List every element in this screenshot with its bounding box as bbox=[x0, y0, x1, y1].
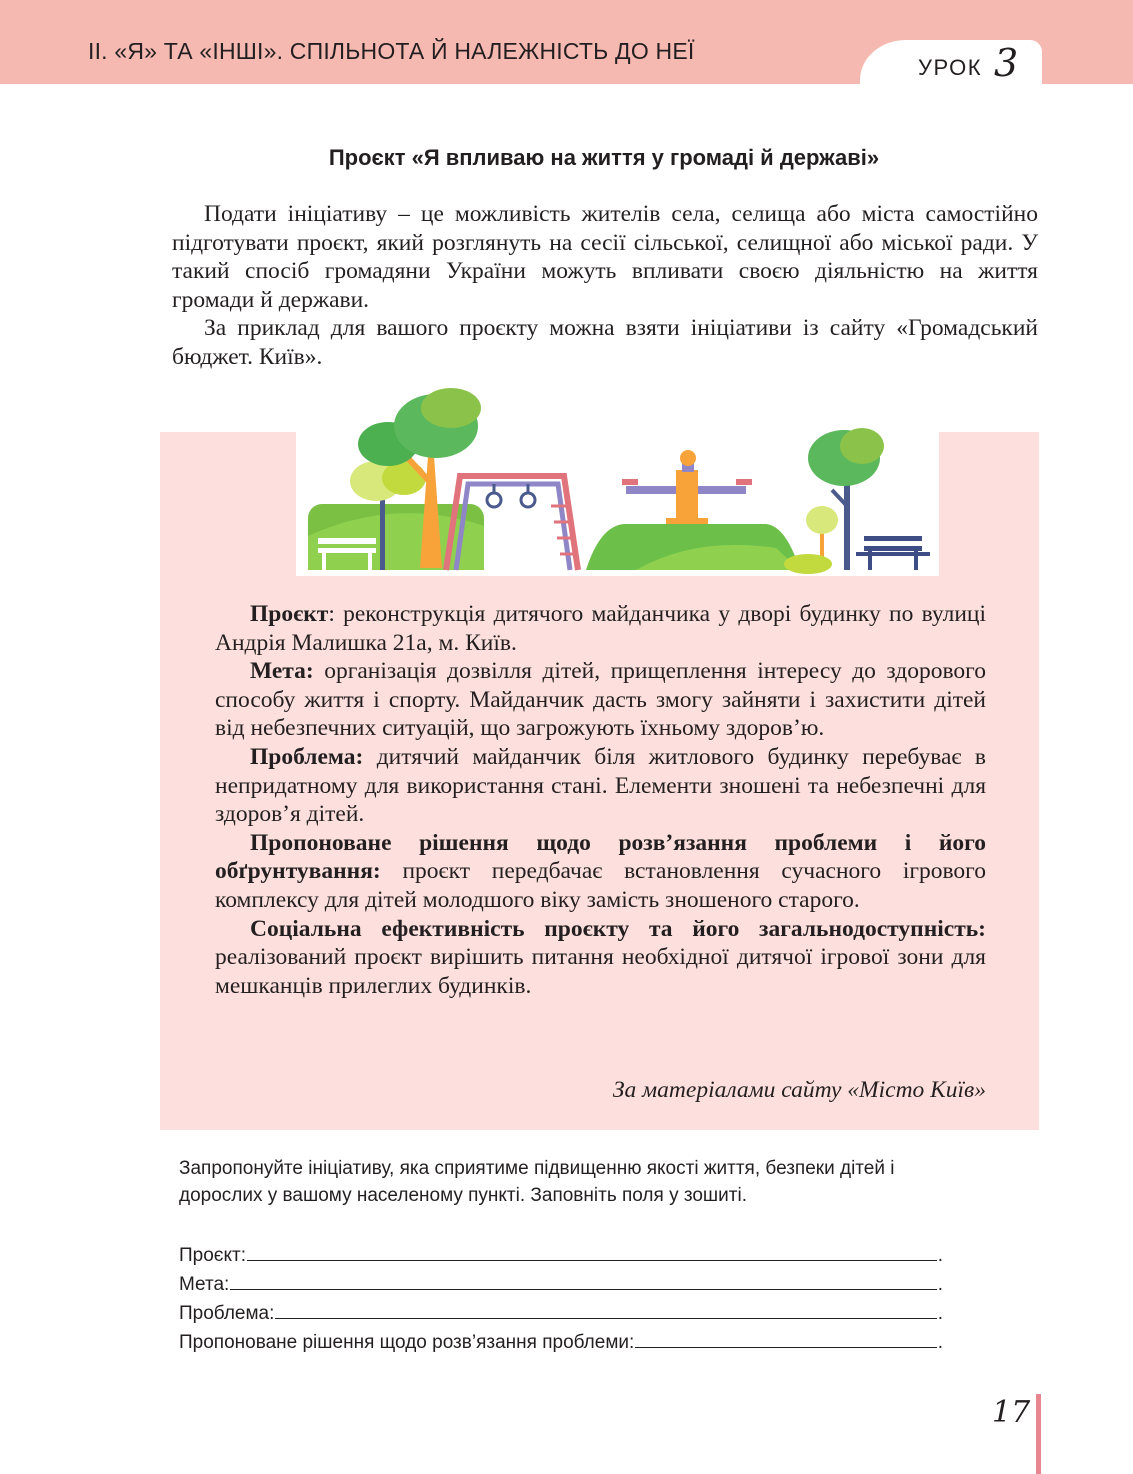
lesson-tab bbox=[860, 40, 1042, 90]
fill-line[interactable] bbox=[247, 1241, 937, 1261]
example-problem bbox=[215, 743, 986, 829]
example-solution bbox=[215, 829, 986, 915]
goal-text: організація дозвілля дітей, прищеплення інтересу до здорового способу життя і спорту. Майданчик дасть змогу зайняти і захистити дітей від небезпечних ситуацій, що загрожують їхньому здоров’ю. bbox=[215, 658, 986, 742]
fill-line[interactable] bbox=[275, 1299, 936, 1319]
lesson-number: 3 bbox=[994, 41, 1019, 85]
field-problem[interactable]: Проблема: . bbox=[179, 1299, 943, 1328]
section-title: ІІ. «Я» ТА «ІНШІ». СПІЛЬНОТА Й НАЛЕЖНІСТЬ ДО НЕЇ bbox=[88, 38, 695, 64]
problem-text: дитячий майданчик біля житлового будинку перебуває в непридатному для використання стані. Елементи зношені та небезпечні для здоров’я дітей. bbox=[215, 743, 986, 828]
task-instruction: Запропонуйте ініціативу, яка сприятиме підвищенню якості життя, безпеки дітей і дорослих у вашому населеному пункті. Заповніть поля у зошиті. bbox=[179, 1158, 895, 1206]
page-number: 17 bbox=[992, 1395, 1031, 1430]
field-label: Проблема: bbox=[179, 1303, 275, 1324]
lesson-label: УРОК bbox=[918, 55, 983, 80]
solution-text: проєкт передбачає встановлення сучасного ігрового комплексу для дітей молодшого віку замість зношеного старого. bbox=[215, 858, 986, 913]
playground-illustration bbox=[296, 386, 939, 576]
example-goal bbox=[215, 657, 986, 743]
project-label: Проєкт bbox=[250, 601, 329, 627]
example-project bbox=[215, 600, 986, 657]
effect-label: Соціальна ефективність проєкту та його загальнодоступність: bbox=[250, 915, 986, 942]
problem-label: Проблема: bbox=[250, 743, 364, 770]
page-header bbox=[0, 0, 1133, 84]
goal-label: Мета: bbox=[250, 658, 314, 685]
field-goal[interactable]: Мета: . bbox=[179, 1270, 943, 1299]
effect-text: реалізований проєкт вирішить питання необхідної дитячої ігрової зони для мешканців прилеглих будинків. bbox=[215, 944, 986, 999]
field-label: Мета: bbox=[179, 1274, 230, 1295]
answer-fields bbox=[179, 1241, 979, 1357]
intro-paragraph-2: За приклад для вашого проєкту можна взяти ініціативи із сайту «Громадський бюджет. Київ». bbox=[172, 315, 1038, 370]
project-text: : реконструкція дитячого майданчика у дворі будинку по вулиці Андрія Малишка 21а, м. Київ. bbox=[215, 601, 986, 656]
fill-line[interactable] bbox=[635, 1328, 936, 1348]
intro-paragraph-1: Подати ініціативу – це можливість жителів села, селища або міста самостійно підготувати проєкт, який розглянуть на сесії сільської, селищної або міської ради. У такий спосіб громадяни України можуть впливати своєю діяльністю на життя громади й держави. bbox=[172, 201, 1038, 313]
intro-text bbox=[172, 200, 1038, 372]
solution-label: Пропоноване рішення щодо розв’язання проблеми і його обґрунтування: bbox=[215, 829, 986, 885]
field-solution[interactable]: Пропоноване рішення щодо розв’язання проблеми: . bbox=[179, 1328, 943, 1357]
project-title: Проєкт «Я впливаю на життя у громаді й державі» bbox=[328, 145, 880, 170]
example-effect bbox=[215, 915, 986, 1001]
field-label: Проєкт: bbox=[179, 1245, 246, 1266]
field-label: Пропоноване рішення щодо розв’язання проблеми: bbox=[179, 1332, 635, 1353]
field-project[interactable]: Проєкт: . bbox=[179, 1241, 943, 1270]
fill-line[interactable] bbox=[230, 1270, 936, 1290]
source-citation: За матеріалами сайту «Місто Київ» bbox=[612, 1077, 986, 1103]
page-marker-bar bbox=[1036, 1394, 1041, 1474]
project-example bbox=[215, 600, 986, 1000]
